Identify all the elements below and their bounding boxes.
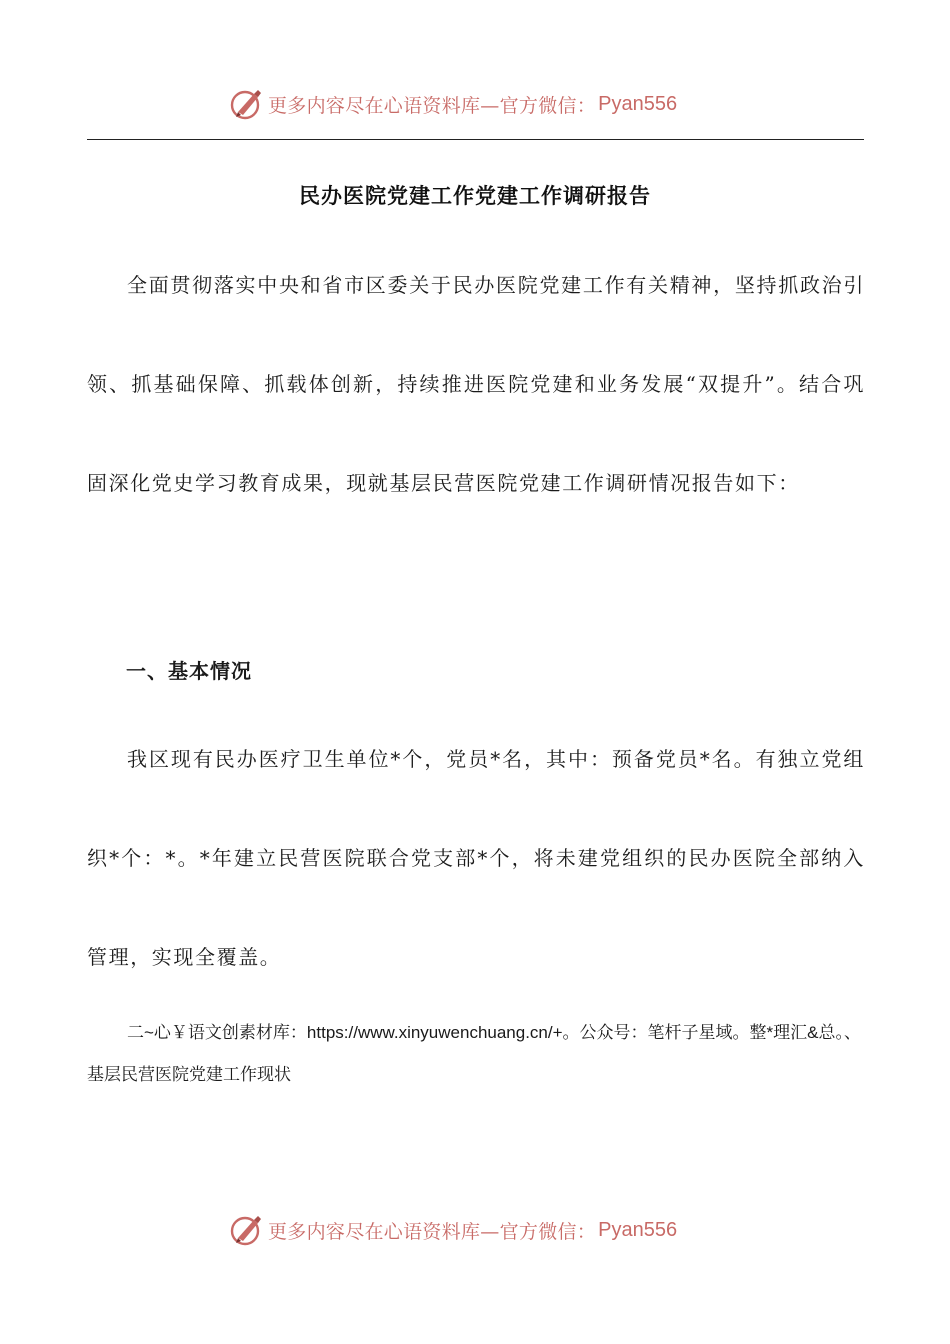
section-heading-basic-situation: 一、基本情况 (126, 659, 252, 683)
pen-logo-icon (228, 86, 264, 122)
brand-text: 更多内容尽在心语资料库—官方微信： (268, 94, 597, 117)
wechat-id: Pyan556 (598, 1218, 678, 1241)
document-title: 民办医院党建工作党建工作调研报告 (299, 183, 651, 208)
header-divider (87, 139, 864, 140)
header-brand (228, 84, 677, 124)
source-note-paragraph: 二~心￥语文创素材库：https://www.xinyuwenchuang.cn/+。公众号：笔杆子星域。整*理汇&总。、基层民营医院党建工作现状 (87, 1023, 861, 1084)
pen-logo-icon (228, 1212, 264, 1248)
wechat-id: Pyan556 (598, 92, 678, 115)
intro-paragraph: 全面贯彻落实中央和省市区委关于民办医院党建工作有关精神，坚持抓政治引领、抓基础保障、抓载体创新，持续推进医院党建和业务发展“双提升”。结合巩固深化党史学习教育成果，现就基层民营医院党建工作调研情况报告如下： (87, 273, 865, 495)
brand-text: 更多内容尽在心语资料库—官方微信： (268, 1220, 597, 1243)
basic-situation-paragraph: 我区现有民办医疗卫生单位*个，党员*名，其中：预备党员*名。有独立党组织*个：*。*年建立民营医院联合党支部*个，将未建党组织的民办医院全部纳入管理，实现全覆盖。 (87, 747, 865, 969)
footer-brand (228, 1210, 677, 1250)
